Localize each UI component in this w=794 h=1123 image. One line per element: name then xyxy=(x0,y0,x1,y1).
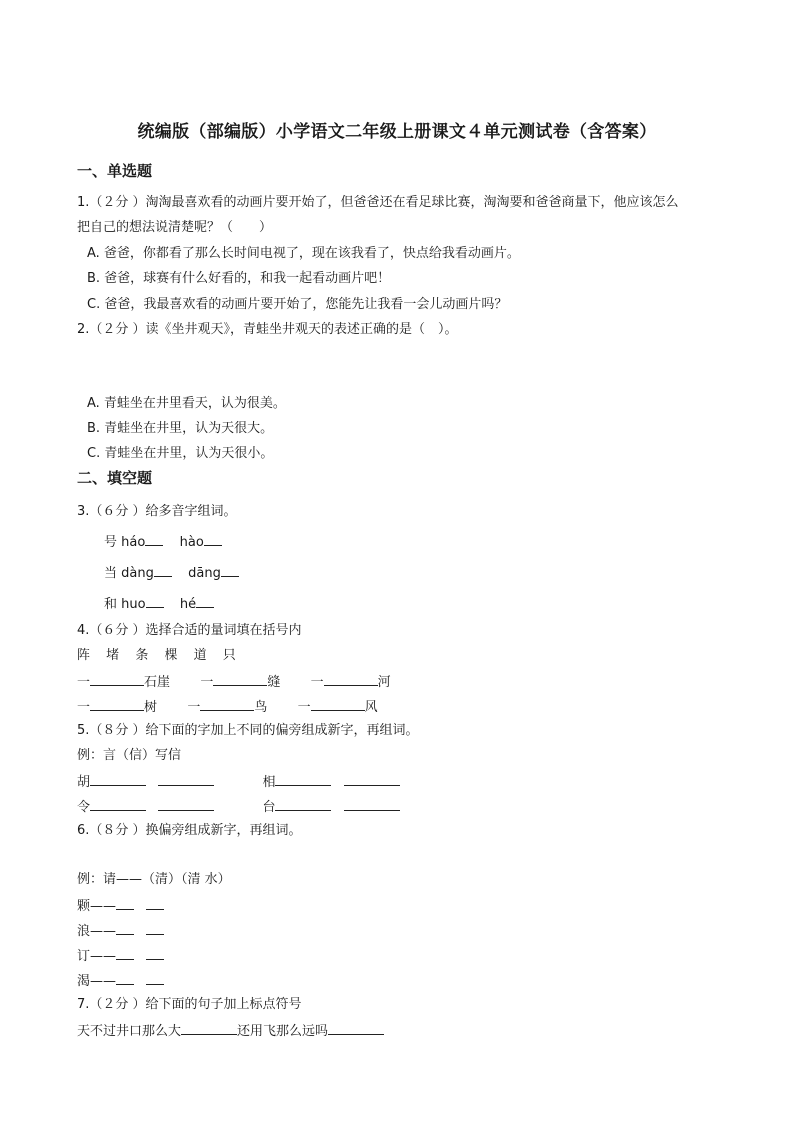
q5-blank[interactable] xyxy=(158,797,214,811)
q6-row xyxy=(77,921,164,941)
q4-noun: 石崖 xyxy=(144,675,171,690)
q3-row3-pinyin2: hé xyxy=(179,597,197,612)
q6-blank[interactable] xyxy=(116,971,134,985)
q4-blank[interactable] xyxy=(200,697,254,711)
q5-char: 相 xyxy=(262,775,276,790)
q4-prefix: 一 xyxy=(77,675,91,690)
q4-noun: 鸟 xyxy=(254,700,268,715)
q6-stem: 6.（８分 ）换偏旁组成新字，再组词。 xyxy=(77,823,302,838)
q6-blank[interactable] xyxy=(116,896,134,910)
q2-stem: 2.（２分 ）读《坐井观天》，青蛙坐井观天的表述正确的是（ ）。 xyxy=(77,322,458,337)
q5-row1 xyxy=(77,772,400,792)
q4-blank[interactable] xyxy=(213,672,267,686)
q4-blank[interactable] xyxy=(324,672,378,686)
q6-row xyxy=(77,946,164,966)
q7-sentence xyxy=(77,1021,384,1041)
q1-option-a[interactable]: A. 爸爸，你都看了那么长时间电视了，现在该我看了，快点给我看动画片。 xyxy=(87,246,520,261)
q2-option-b[interactable]: B. 青蛙坐在井里，认为天很大。 xyxy=(87,421,274,436)
q3-row2-pinyin1: dàng xyxy=(121,566,154,581)
q3-row1 xyxy=(104,532,222,552)
q4-prefix: 一 xyxy=(187,700,201,715)
q6-blank[interactable] xyxy=(116,946,134,960)
q5-example: 例：言（信）写信 xyxy=(77,748,182,763)
q6-char: 颗 xyxy=(77,899,91,914)
q7-stem: 7.（２分 ）给下面的句子加上标点符号 xyxy=(77,997,302,1012)
q4-prefix: 一 xyxy=(310,675,324,690)
q4-word: 只 xyxy=(222,648,236,663)
q6-blank[interactable] xyxy=(146,971,164,985)
q3-row1-blank1[interactable] xyxy=(145,532,163,546)
q1-stem-line2: 把自己的想法说清楚呢？（ ） xyxy=(77,220,273,235)
q4-row1 xyxy=(77,672,391,692)
q3-row3-char: 和 xyxy=(104,597,118,612)
q4-word: 堵 xyxy=(106,648,120,663)
q4-noun: 缝 xyxy=(267,675,281,690)
q1-option-c[interactable]: C. 爸爸，我最喜欢看的动画片要开始了，您能先让我看一会儿动画片吗？ xyxy=(87,297,508,312)
q6-example: 例：请——（清）（清 水） xyxy=(77,872,231,887)
q4-noun: 河 xyxy=(377,675,391,690)
q5-blank[interactable] xyxy=(275,797,331,811)
q6-dash: —— xyxy=(90,924,117,939)
q7-sentence-part2: 还用飞那么远吗 xyxy=(237,1024,329,1039)
q6-blank[interactable] xyxy=(146,896,164,910)
q4-word-bank xyxy=(77,647,236,665)
q3-row3 xyxy=(104,594,214,614)
q5-char: 令 xyxy=(77,800,91,815)
q4-prefix: 一 xyxy=(297,700,311,715)
q4-noun: 树 xyxy=(144,700,158,715)
q5-blank[interactable] xyxy=(90,772,146,786)
q4-blank[interactable] xyxy=(90,672,144,686)
q5-blank[interactable] xyxy=(158,772,214,786)
q5-blank[interactable] xyxy=(344,772,400,786)
page-title: 统编版（部编版）小学语文二年级上册课文４单元测试卷（含答案） xyxy=(137,122,657,142)
q5-blank[interactable] xyxy=(275,772,331,786)
q5-blank[interactable] xyxy=(344,797,400,811)
q4-prefix: 一 xyxy=(200,675,214,690)
q6-row xyxy=(77,896,164,916)
q1-stem-line1: 1.（２分 ）淘淘最喜欢看的动画片要开始了，但爸爸还在看足球比赛，淘淘要和爸爸商量下，他应该怎么 xyxy=(77,195,679,210)
q4-word: 条 xyxy=(135,648,149,663)
q3-stem: 3.（６分 ）给多音字组词。 xyxy=(77,504,237,519)
q4-blank[interactable] xyxy=(311,697,365,711)
q4-word: 阵 xyxy=(77,648,91,663)
q7-blank1[interactable] xyxy=(181,1021,237,1035)
q3-row2 xyxy=(104,563,239,583)
q1-option-b[interactable]: B. 爸爸，球赛有什么好看的，和我一起看动画片吧！ xyxy=(87,271,391,286)
q6-char: 订 xyxy=(77,949,91,964)
q6-char: 渴 xyxy=(77,974,91,989)
q6-blank[interactable] xyxy=(116,921,134,935)
q6-row xyxy=(77,971,164,991)
section-heading-fill-blank: 二、填空题 xyxy=(77,469,153,487)
q6-dash: —— xyxy=(90,949,117,964)
q6-dash: —— xyxy=(90,974,117,989)
q4-prefix: 一 xyxy=(77,700,91,715)
q5-stem: 5.（８分 ）给下面的字加上不同的偏旁组成新字，再组词。 xyxy=(77,723,419,738)
q6-char: 浪 xyxy=(77,924,91,939)
section-heading-single-choice: 一、单选题 xyxy=(77,162,153,180)
q3-row3-pinyin1: huo xyxy=(121,597,146,612)
q4-word: 棵 xyxy=(164,648,178,663)
q2-option-a[interactable]: A. 青蛙坐在井里看天，认为很美。 xyxy=(87,396,286,411)
q3-row3-blank1[interactable] xyxy=(146,594,164,608)
q7-blank2[interactable] xyxy=(328,1021,384,1035)
q3-row1-char: 号 xyxy=(104,535,118,550)
q5-row2 xyxy=(77,797,400,817)
q4-word: 道 xyxy=(193,648,207,663)
q3-row1-blank2[interactable] xyxy=(204,532,222,546)
q7-sentence-part1: 天不过井口那么大 xyxy=(77,1024,182,1039)
q3-row2-char: 当 xyxy=(104,566,118,581)
q3-row2-blank2[interactable] xyxy=(221,563,239,577)
q5-blank[interactable] xyxy=(90,797,146,811)
q4-row2 xyxy=(77,697,378,717)
q3-row3-blank2[interactable] xyxy=(196,594,214,608)
q3-row1-pinyin1: háo xyxy=(121,535,146,550)
q4-stem: 4.（６分 ）选择合适的量词填在括号内 xyxy=(77,623,302,638)
q3-row2-pinyin2: dāng xyxy=(188,566,221,581)
q3-row2-blank1[interactable] xyxy=(154,563,172,577)
q5-char: 台 xyxy=(262,800,276,815)
q4-noun: 风 xyxy=(364,700,378,715)
q6-dash: —— xyxy=(90,899,117,914)
q6-blank[interactable] xyxy=(146,921,164,935)
q4-blank[interactable] xyxy=(90,697,144,711)
q5-char: 胡 xyxy=(77,775,91,790)
q2-option-c[interactable]: C. 青蛙坐在井里，认为天很小。 xyxy=(87,446,274,461)
q3-row1-pinyin2: hào xyxy=(179,535,204,550)
q6-blank[interactable] xyxy=(146,946,164,960)
